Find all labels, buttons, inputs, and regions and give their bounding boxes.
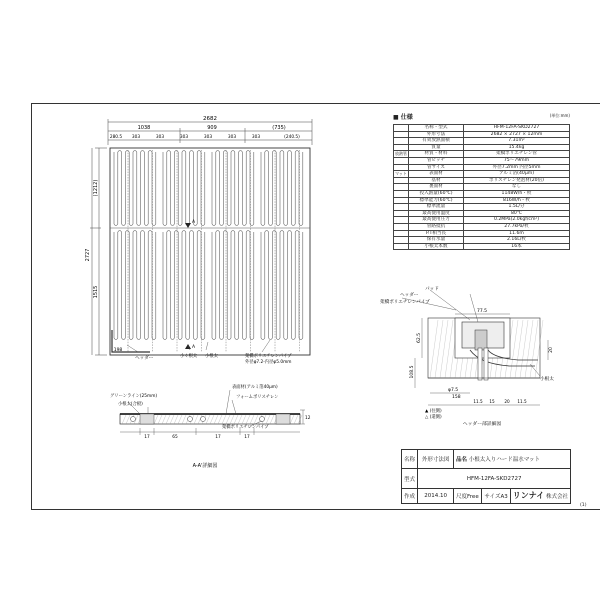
spec-row	[394, 204, 570, 211]
spec-row	[394, 138, 570, 145]
dim-sub: 303	[155, 135, 165, 140]
spec-value: 架橋ポリエチレン管	[464, 151, 570, 158]
spec-table	[393, 124, 570, 250]
dim-sub: 303	[227, 135, 237, 140]
spec-key: 保有水量	[409, 237, 464, 244]
dim-section-1: 1038	[137, 125, 151, 131]
spec-group	[394, 144, 409, 151]
spec-row	[394, 164, 570, 171]
spec-key: 管路抵抗	[409, 223, 464, 230]
spec-group	[394, 138, 409, 145]
spec-group	[394, 157, 409, 164]
spec-row	[394, 184, 570, 191]
spec-value: 11.6m	[464, 230, 570, 237]
tb-scale-value: Free	[467, 493, 479, 500]
section-caption: A-A'詳細図	[192, 463, 218, 469]
spec-key: 管サイズ	[409, 164, 464, 171]
spec-row	[394, 171, 570, 178]
dim-sub: 280.5	[109, 135, 123, 140]
spec-value: 外径7.2mm 内径5mm	[464, 164, 570, 171]
spec-value: 0.2MPa(2.0kgf/cm²)	[464, 217, 570, 224]
spec-value: ポリスチレン発泡材(20倍)	[464, 177, 570, 184]
dim-sub: (240.5)	[284, 135, 300, 140]
spec-row	[394, 131, 570, 138]
spec-group: 放熱管	[395, 151, 407, 157]
spec-key: 有効放熱面積	[409, 138, 464, 145]
spec-panel	[393, 112, 570, 250]
spec-key: 標準能力(60℃)	[409, 197, 464, 204]
label-header: ヘッダー	[135, 356, 154, 361]
section-marker-a2: A	[192, 220, 196, 225]
spec-row	[394, 237, 570, 244]
company-logo: リンナイ	[512, 491, 545, 501]
spec-group	[394, 237, 409, 244]
pipe-loops	[114, 151, 303, 340]
spec-group	[394, 164, 409, 171]
spec-row	[394, 157, 570, 164]
hd-dim-158: 158	[452, 395, 461, 400]
spec-key: 表面材	[409, 171, 464, 178]
section-marker-a: A	[192, 345, 196, 350]
hd-legend-return: △ (還側)	[425, 415, 442, 420]
spec-value: 1148W/h・枚	[464, 190, 570, 197]
section-dim-2: 65	[172, 435, 178, 440]
section-dim-4: 17	[244, 435, 250, 440]
hd-caption: ヘッダー部詳細図	[462, 422, 502, 427]
spec-row	[394, 197, 570, 204]
label-section-pipe: 架橋ポリエチレンパイプ	[222, 425, 269, 430]
sheet-number: (1)	[580, 503, 587, 508]
label-pipe: 架橋ポリエチレンパイプ	[245, 354, 292, 359]
spec-group: マット	[395, 171, 407, 177]
spec-group	[394, 125, 409, 132]
spec-group	[394, 197, 409, 204]
hd-bottom-dim-3: 20	[504, 399, 510, 404]
dim-section-2: 909	[207, 125, 217, 131]
label-joist: 小根太(合板)	[118, 402, 143, 407]
spec-value: 7.31m²	[464, 138, 570, 145]
tb-size-label: サイズ	[484, 493, 501, 500]
spec-key: 裏面材	[409, 184, 464, 191]
spec-group	[394, 177, 409, 184]
tb-name-label: 名称	[402, 450, 418, 469]
section-dim-1: 17	[144, 435, 150, 440]
dim-sub: 303	[179, 135, 189, 140]
dim-sub: 303	[251, 135, 261, 140]
spec-value: 2.16L/枚	[464, 237, 570, 244]
spec-key: 外形寸法	[409, 131, 464, 138]
spec-key: 管ピッチ	[409, 157, 464, 164]
spec-value: 75〜79mm	[464, 157, 570, 164]
spec-group	[394, 223, 409, 230]
spec-row	[394, 217, 570, 224]
spec-key: 最高使用温度	[409, 210, 464, 217]
spec-row	[394, 243, 570, 250]
spec-key: 材質・材料	[409, 151, 464, 158]
spec-row	[394, 230, 570, 237]
spec-group	[394, 230, 409, 237]
dim-upper: (1212)	[93, 179, 99, 197]
tb-model-value: HFM-12FA-SKD2727	[418, 469, 571, 488]
spec-value: 15.4kg	[464, 144, 570, 151]
company-suffix: 株式会社	[545, 494, 568, 501]
hd-label-pipe: 架橋ポリエチレンパイプ	[380, 300, 430, 305]
dim-sub: 303	[131, 135, 141, 140]
dim-sub-row	[110, 134, 300, 140]
spec-value: 816W/h・枚	[464, 197, 570, 204]
spec-value: 1.5L/分	[464, 204, 570, 211]
dim-total-width: 2682	[203, 116, 217, 122]
spec-value: 27.7kPa/枚	[464, 223, 570, 230]
tb-made-value: 2014.10	[418, 488, 454, 503]
spec-group	[394, 204, 409, 211]
spec-title: ■ 仕様	[393, 114, 413, 121]
spec-group	[394, 131, 409, 138]
spec-row	[394, 190, 570, 197]
label-pipe-size: 外径φ7.2-内径φ5.0mm	[245, 360, 292, 365]
spec-unit: (単位:mm)	[549, 113, 570, 118]
spec-key: 質量	[409, 144, 464, 151]
spec-value: なし	[464, 184, 570, 191]
hd-label-small-joist: 小根太	[540, 377, 554, 382]
hd-bottom-dim-1: 11.5	[473, 399, 483, 404]
spec-value: アルミ箔(40μm)	[464, 171, 570, 178]
hd-dim-20: 20	[549, 347, 554, 353]
section-dim-3: 17	[215, 435, 221, 440]
spec-key: 小根太本数	[409, 243, 464, 250]
tb-product-label: 品名	[456, 457, 468, 464]
small-joists	[128, 150, 300, 352]
tb-name-value: 外形寸法図	[418, 450, 454, 469]
hd-label-pad: パッド	[425, 287, 439, 292]
spec-row	[394, 125, 570, 132]
header-detail-drawing	[402, 290, 548, 405]
hd-dim-625: 62.5	[417, 332, 422, 344]
hd-bottom-dim-2: 15	[489, 399, 495, 404]
tb-made-label: 作成	[402, 488, 418, 503]
spec-key: 標準流量	[409, 204, 464, 211]
label-green-line: グリーンライン(25mm)	[110, 394, 158, 399]
tb-model-label: 型式	[402, 469, 418, 488]
spec-value: HFM-12FA-SKD2727	[464, 125, 570, 132]
label-surface: 表面材(アルミ箔40μm)	[232, 385, 278, 390]
tb-size-value: A3	[500, 493, 508, 500]
spec-group	[394, 243, 409, 250]
spec-key: 基材	[409, 177, 464, 184]
hd-dim-775: 77.5	[476, 309, 488, 314]
spec-key: 名称・型式	[409, 125, 464, 132]
tb-product-value: 小根太入りハード温水マット	[468, 457, 541, 464]
spec-row	[394, 223, 570, 230]
dim-section-3: (735)	[272, 125, 286, 131]
spec-key: P.T相当長	[409, 230, 464, 237]
spec-row	[394, 210, 570, 217]
spec-row	[394, 177, 570, 184]
label-foam: フォームポリスチレン	[236, 395, 279, 400]
label-small-joist-a: 小々根太	[180, 354, 198, 359]
dim-height: 2727	[85, 248, 91, 262]
hd-label-header: ヘッダー	[400, 293, 419, 298]
hd-dim-1085: 108.5	[410, 365, 415, 379]
label-small-joist-b: 小根太	[205, 354, 218, 359]
spec-row	[394, 151, 570, 158]
hd-dim-75: φ7.5	[448, 388, 459, 393]
section-dim-12: 12	[305, 416, 311, 421]
spec-group	[394, 210, 409, 217]
tb-scale-label: 尺度	[456, 493, 468, 500]
spec-row	[394, 144, 570, 151]
spec-group	[394, 184, 409, 191]
spec-value: 80℃	[464, 210, 570, 217]
hd-legend-supply: ▲ (往側)	[425, 409, 442, 414]
hd-bottom-dim-4: 11.5	[517, 399, 527, 404]
dim-sub: 303	[203, 135, 213, 140]
dim-198: 198	[113, 348, 123, 353]
spec-key: 最高使用圧力	[409, 217, 464, 224]
title-block	[401, 449, 571, 504]
spec-group	[394, 217, 409, 224]
spec-value: 2682 × 2727 × 12mm	[464, 131, 570, 138]
spec-key: 投入熱量(60℃)	[409, 190, 464, 197]
dim-lower: 1515	[93, 285, 99, 299]
spec-group	[394, 190, 409, 197]
spec-value: 16本	[464, 243, 570, 250]
